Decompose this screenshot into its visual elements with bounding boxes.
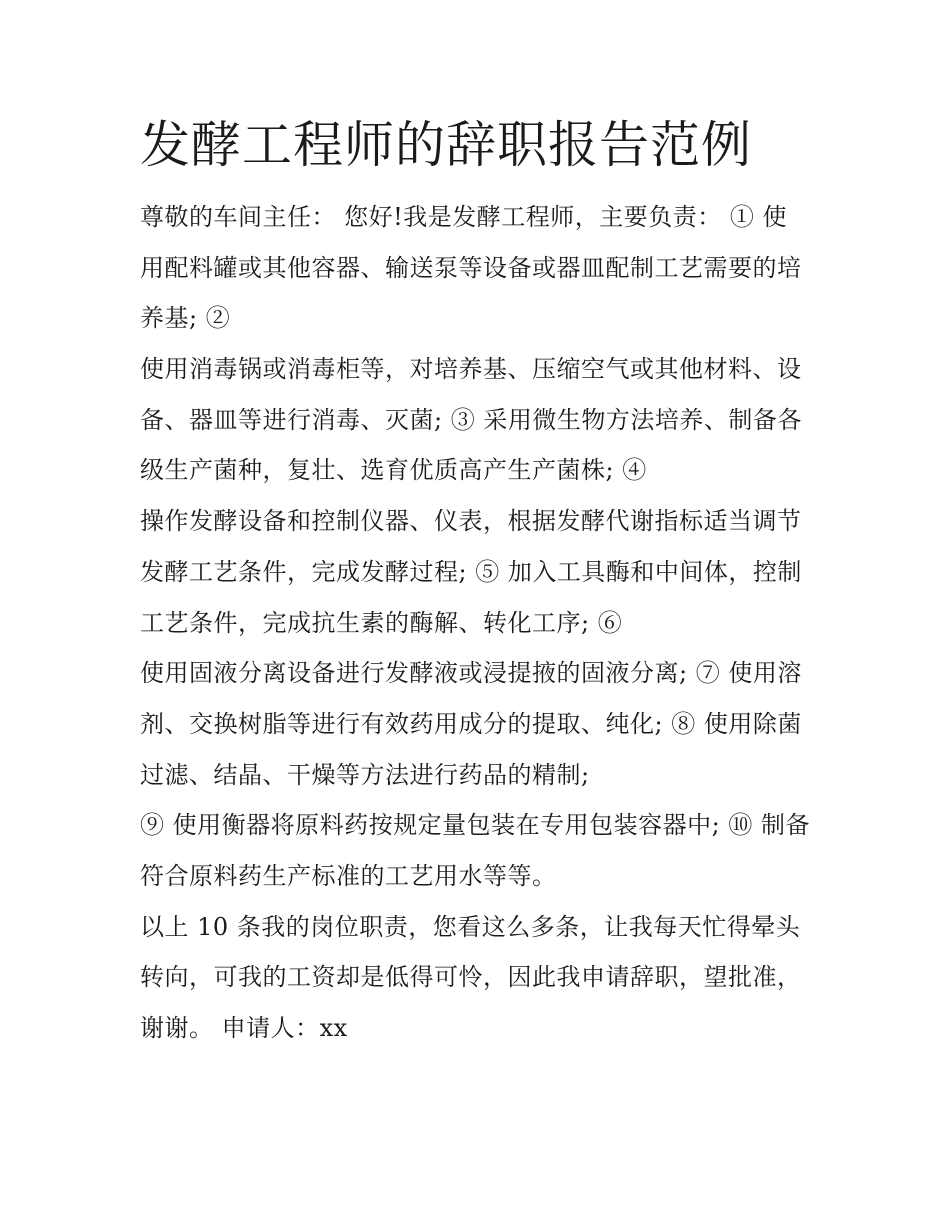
document-page <box>140 112 820 1054</box>
body-line: 操作发酵设备和控制仪器、仪表，根据发酵代谢指标适当调节 <box>140 507 802 536</box>
document-title: 发酵工程师的辞职报告范例 <box>140 116 752 174</box>
document-body <box>140 192 820 1054</box>
body-line: 发酵工艺条件，完成发酵过程; ⑤ 加入工具酶和中间体，控制 <box>140 557 802 586</box>
body-line: 尊敬的车间主任： 您好!我是发酵工程师，主要负责： ① 使 <box>140 203 788 231</box>
body-line: 谢谢。 申请人：xx <box>140 1014 348 1042</box>
body-line: ⑨ 使用衡器将原料药按规定量包装在专用包装容器中; ⑩ 制备 <box>140 811 810 840</box>
body-line: 使用固液分离设备进行发酵液或浸提掖的固液分离; ⑦ 使用溶 <box>140 659 802 688</box>
body-line: 用配料罐或其他容器、输送泵等设备或器皿配制工艺需要的培 <box>140 253 802 282</box>
body-line: 使用消毒锅或消毒柜等，对培养基、压缩空气或其他材料、设 <box>140 355 802 384</box>
body-line: 工艺条件，完成抗生素的酶解、转化工序; ⑥ <box>140 608 623 637</box>
body-line: 级生产菌种，复壮、选育优质高产生产菌株; ④ <box>140 456 647 485</box>
body-line: 备、器皿等进行消毒、灭菌; ③ 采用微生物方法培养、制备各 <box>140 405 802 434</box>
body-line: 过滤、结晶、干燥等方法进行药品的精制; <box>140 760 590 789</box>
body-line: 以上 10 条我的岗位职责，您看这么多条，让我每天忙得晕头 <box>140 912 801 941</box>
body-line: 符合原料药生产标准的工艺用水等等。 <box>140 861 557 890</box>
body-line: 剂、交换树脂等进行有效药用成分的提取、纯化; ⑧ 使用除菌 <box>140 709 802 738</box>
body-line: 转向，可我的工资却是低得可怜，因此我申请辞职，望批准， <box>140 963 802 992</box>
body-line: 养基; ② <box>140 304 231 333</box>
